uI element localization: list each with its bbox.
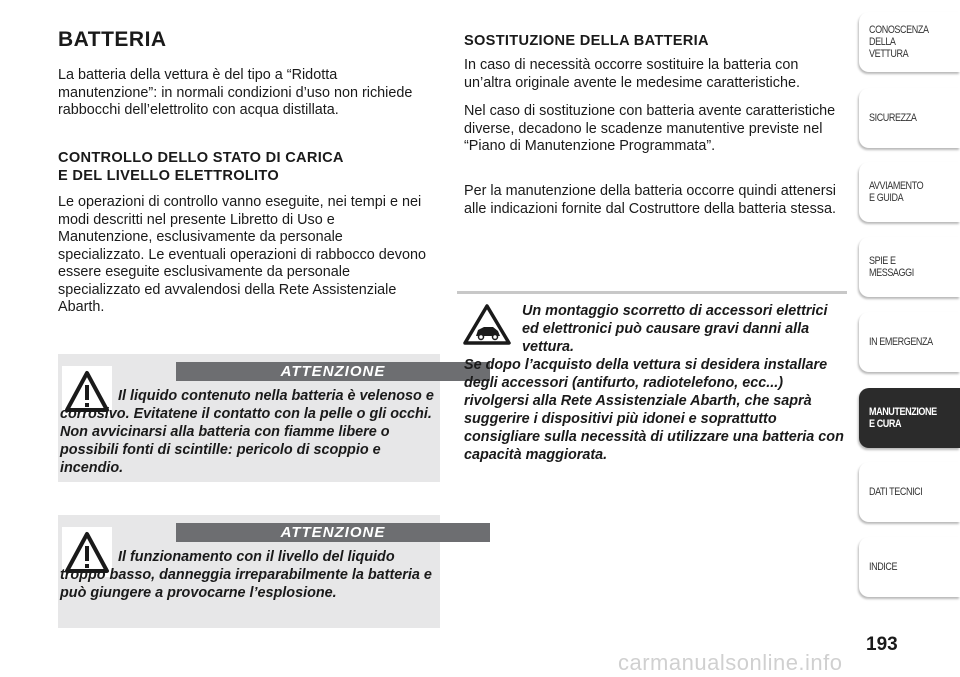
replacement-heading: SOSTITUZIONE DELLA BATTERIA xyxy=(464,33,709,49)
intro-paragraph: La batteria della vettura è del tipo a “Ridotta manutenzione”: in normali condizioni d’uso non richiede rabbocchi dell’elettrolito con acqua distillata. xyxy=(58,67,413,118)
watermark: carmanualsonline.info xyxy=(618,650,843,675)
check-heading-line1: CONTROLLO DELLO STATO DI CARICA xyxy=(58,150,344,166)
page-title: BATTERIA xyxy=(58,28,167,51)
warning-text: Il liquido contenuto nella batteria è velenoso e corrosivo. Evitatene il contatto con la pelle o gli occhi. Non avvicinarsi alla batteria con fiamme libere o possibili fonti di scintille: pericolo di scoppio e incendio. xyxy=(60,388,434,476)
tab-dati-tecnici[interactable]: DATI TECNICI xyxy=(859,462,960,522)
warning-box-2 xyxy=(58,515,440,628)
tab-manutenzione-cura[interactable]: MANUTENZIONE E CURA xyxy=(859,388,960,448)
accessory-warning-rest: Se dopo l’acquisto della vettura si desidera installare degli accessori (antifurto, radiotelefono, ecc...) rivolgersi alla Rete Assistenziale Abarth, che saprà suggerire i dispositivi più idonei e soprattutto consigliare sulla necessità di utilizzare una batteria con capacità maggiorata. xyxy=(464,357,844,463)
check-heading-line2: E DEL LIVELLO ELETTROLITO xyxy=(58,167,280,184)
accessory-warning-note xyxy=(464,302,848,464)
page-number: 193 xyxy=(866,634,898,655)
tab-sicurezza[interactable]: SICUREZZA xyxy=(859,88,960,148)
replacement-paragraph-3: Per la manutenzione della batteria occorre quindi attenersi alle indicazioni fornite dal Costruttore della batteria stessa. xyxy=(464,183,836,217)
replacement-paragraph-1: In caso di necessità occorre sostituire la batteria con un’altra originale avente le medesime caratteristiche. xyxy=(464,57,800,91)
check-heading xyxy=(58,150,440,185)
accessory-warning-lead: Un montaggio scorretto di accessori elettrici ed elettronici può causare gravi danni alla vettura. xyxy=(522,303,828,355)
warning-header: ATTENZIONE xyxy=(176,362,490,381)
replacement-paragraph-2: Nel caso di sostituzione con batteria avente caratteristiche diverse, decadono le scadenze manutentive previste nel “Piano di Manutenzione Programmata”. xyxy=(464,103,836,154)
warning-box-1 xyxy=(58,354,440,482)
warning-text: Il funzionamento con il livello del liquido troppo basso, danneggia irreparabilmente la batteria e può giungere a provocarne l’esplosione. xyxy=(60,549,432,601)
tab-conoscenza-vettura[interactable]: CONOSCENZA DELLA VETTURA xyxy=(859,12,960,72)
section-divider xyxy=(457,291,847,294)
tab-spie-messaggi[interactable]: SPIE E MESSAGGI xyxy=(859,237,960,297)
tab-avviamento-guida[interactable]: AVVIAMENTO E GUIDA xyxy=(859,162,960,222)
tab-in-emergenza[interactable]: IN EMERGENZA xyxy=(859,312,960,372)
tab-indice[interactable]: INDICE xyxy=(859,537,960,597)
warning-header: ATTENZIONE xyxy=(176,523,490,542)
chapter-tabs xyxy=(859,0,960,677)
check-body-paragraph: Le operazioni di controllo vanno eseguite, nei tempi e nei modi descritti nel presente Libretto di Uso e Manutenzione, esclusivamente da personale specializzato. Le eventuali operazioni di rabbocco devono essere eseguite esclusivamente da personale specializzato ed avvalendosi della Rete Assistenziale Abarth. xyxy=(58,194,427,315)
